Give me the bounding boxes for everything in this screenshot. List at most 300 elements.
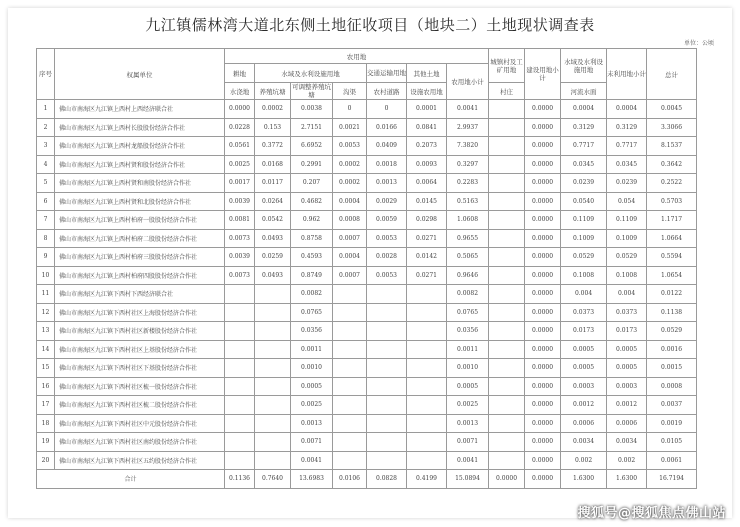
value-cell-paddy: 0.0039 [225,192,255,211]
value-cell-river: 0.0005 [561,359,607,378]
value-cell-river: 0.0529 [561,248,607,267]
row-number-cell: 11 [37,285,55,304]
value-cell-ditch [333,303,367,322]
header-village: 村庄 [489,83,525,100]
table-row [37,137,697,156]
value-cell-road [367,377,407,396]
value-cell-total: 0.0045 [647,100,697,119]
value-cell-facility: 0.0064 [407,174,447,193]
value-cell-facility [407,433,447,452]
value-cell-river: 0.0034 [561,433,607,452]
value-cell-farm-sub: 0.0010 [447,359,489,378]
value-cell-road: 0.0166 [367,118,407,137]
value-cell-adj: 0.0038 [291,100,333,119]
value-cell-total: 0.0019 [647,414,697,433]
value-cell-village [489,248,525,267]
value-cell-unused-sub: 0.004 [607,285,647,304]
value-cell-paddy: 0.0000 [225,100,255,119]
value-cell-cons-sub: 0.0000 [525,137,561,156]
value-cell-road: 0.0409 [367,137,407,156]
value-cell-ditch: 0.0053 [333,137,367,156]
value-cell-cons-sub: 0.0000 [525,155,561,174]
value-cell-paddy [225,414,255,433]
owner-cell: 佛山市南海区九江镇下西村社区五约股份经济合作社 [55,451,225,470]
value-cell-pond: 0.0259 [255,248,291,267]
value-cell-ditch: 0.0008 [333,211,367,230]
table-row [37,229,697,248]
value-cell-pond [255,340,291,359]
value-cell-pond: 0.0117 [255,174,291,193]
value-cell-adj: 0.8758 [291,229,333,248]
owner-cell: 佛山市南海区九江镇上西村贤和南股份经济合作社 [55,174,225,193]
value-cell-village [489,396,525,415]
row-number-cell: 14 [37,340,55,359]
value-cell-total: 3.3066 [647,118,697,137]
header-facility-ag: 设施农用地 [407,83,447,100]
value-cell-village [489,137,525,156]
value-cell-farm-sub: 0.0041 [447,451,489,470]
row-number-cell: 8 [37,229,55,248]
value-cell-total: 0.5703 [647,192,697,211]
value-cell-village [489,433,525,452]
value-cell-ditch [333,451,367,470]
value-cell-ditch: 0.0007 [333,229,367,248]
value-cell-road [367,303,407,322]
value-cell-river: 0.004 [561,285,607,304]
value-cell-ditch: 0.0004 [333,192,367,211]
value-cell-unused-sub: 0.0004 [607,100,647,119]
value-cell-pond [255,377,291,396]
value-cell-pond: 0.0264 [255,192,291,211]
header-farm-subtotal: 农用地小计 [447,64,489,100]
value-cell-river: 0.0173 [561,322,607,341]
table-row [37,100,697,119]
value-cell-unused-sub: 0.054 [607,192,647,211]
value-cell-ditch [333,414,367,433]
value-cell-farm-sub: 7.3820 [447,137,489,156]
value-cell-unused-sub: 0.7717 [607,137,647,156]
value-cell-cons-sub: 0.0000 [525,248,561,267]
value-cell-paddy [225,377,255,396]
watermark: 搜狐号@搜狐焦点佛山站 [577,506,726,521]
header-row-1 [37,49,697,64]
value-cell-road [367,322,407,341]
value-cell-river: 0.1008 [561,266,607,285]
total-cell-ditch: 0.0106 [333,470,367,489]
value-cell-farm-sub: 0.9655 [447,229,489,248]
value-cell-farm-sub: 0.0025 [447,396,489,415]
header-total: 总计 [647,49,697,100]
value-cell-river: 0.0004 [561,100,607,119]
value-cell-road: 0 [367,100,407,119]
value-cell-unused-sub: 0.0373 [607,303,647,322]
value-cell-village [489,100,525,119]
header-adjustable-pond: 可调整养殖坑塘 [292,83,331,99]
value-cell-village [489,414,525,433]
table-row [37,340,697,359]
value-cell-facility: 0.0298 [407,211,447,230]
header-transport-group: 交通运输用地 [367,64,407,83]
value-cell-road: 0.0029 [367,192,407,211]
value-cell-adj: 0.0356 [291,322,333,341]
header-construction-subtotal: 建设用地小计 [525,49,561,100]
row-number-cell: 13 [37,322,55,341]
value-cell-farm-sub: 0.5065 [447,248,489,267]
value-cell-total: 0.2522 [647,174,697,193]
value-cell-total: 0.0016 [647,340,697,359]
value-cell-farm-sub: 0.9646 [447,266,489,285]
value-cell-village [489,174,525,193]
owner-cell: 佛山市南海区九江镇上西村长股股份经济合作社 [55,118,225,137]
header-construction-group: 城镇村及工矿用地 [489,49,525,83]
table-row [37,322,697,341]
owner-cell: 佛山市南海区九江镇下西村社区梳一股份经济合作社 [55,377,225,396]
table-row [37,174,697,193]
header-river: 河流水面 [561,83,607,100]
header-paddy: 水浇地 [225,83,255,100]
value-cell-facility: 0.2073 [407,137,447,156]
value-cell-paddy: 0.0073 [225,266,255,285]
value-cell-cons-sub: 0.0000 [525,414,561,433]
value-cell-paddy [225,396,255,415]
value-cell-farm-sub: 0.0005 [447,377,489,396]
total-cell-farm-sub: 15.0894 [447,470,489,489]
value-cell-pond: 0.0542 [255,211,291,230]
value-cell-pond [255,359,291,378]
table-row [37,377,697,396]
value-cell-unused-sub: 0.0173 [607,322,647,341]
row-number-cell: 2 [37,118,55,137]
value-cell-cons-sub: 0.0000 [525,396,561,415]
value-cell-unused-sub: 0.0529 [607,248,647,267]
table-row [37,451,697,470]
value-cell-paddy: 0.0039 [225,248,255,267]
value-cell-road [367,359,407,378]
value-cell-cons-sub: 0.0000 [525,451,561,470]
value-cell-ditch: 0.0002 [333,155,367,174]
value-cell-paddy: 0.0025 [225,155,255,174]
value-cell-total: 0.5594 [647,248,697,267]
value-cell-adj: 0.0765 [291,303,333,322]
row-number-cell: 9 [37,248,55,267]
table-row [37,266,697,285]
value-cell-village [489,266,525,285]
owner-cell: 佛山市南海区九江镇下西村社区南约股份经济合作社 [55,433,225,452]
value-cell-pond: 0.0493 [255,229,291,248]
table-row [37,155,697,174]
value-cell-facility: 0.0271 [407,229,447,248]
total-cell-pond: 0.7640 [255,470,291,489]
value-cell-unused-sub: 0.1008 [607,266,647,285]
value-cell-farm-sub: 0.0071 [447,433,489,452]
value-cell-total: 1.1717 [647,211,697,230]
owner-cell: 佛山市南海区九江镇上西村龙船股份经济合作社 [55,137,225,156]
value-cell-unused-sub: 0.0239 [607,174,647,193]
value-cell-unused-sub: 0.0345 [607,155,647,174]
value-cell-road: 0.0018 [367,155,407,174]
value-cell-facility [407,322,447,341]
table-row [37,118,697,137]
table-row [37,433,697,452]
value-cell-adj: 0.2991 [291,155,333,174]
value-cell-river: 0.002 [561,451,607,470]
value-cell-village [489,359,525,378]
value-cell-facility: 0.0145 [407,192,447,211]
total-cell-river: 1.6300 [561,470,607,489]
value-cell-total: 0.3642 [647,155,697,174]
value-cell-farm-sub: 0.0082 [447,285,489,304]
owner-cell: 佛山市南海区九江镇上西村贤和北股份经济合作社 [55,192,225,211]
table-row [37,248,697,267]
value-cell-road: 0.0053 [367,229,407,248]
value-cell-river: 0.0005 [561,340,607,359]
value-cell-cons-sub: 0.0000 [525,359,561,378]
value-cell-adj: 0.207 [291,174,333,193]
owner-cell: 佛山市南海区九江镇下西村社区下基股份经济合作社 [55,359,225,378]
value-cell-total: 0.1138 [647,303,697,322]
value-cell-facility: 0.0841 [407,118,447,137]
value-cell-farm-sub: 0.2283 [447,174,489,193]
owner-cell: 佛山市南海区九江镇下西村社区新楼股份经济合作社 [55,322,225,341]
value-cell-road [367,340,407,359]
value-cell-ditch [333,322,367,341]
value-cell-pond [255,451,291,470]
value-cell-ditch: 0 [333,100,367,119]
value-cell-total: 0.0122 [647,285,697,304]
row-number-cell: 19 [37,433,55,452]
value-cell-total: 0.0529 [647,322,697,341]
value-cell-cons-sub: 0.0000 [525,340,561,359]
header-unused-water-group: 水域及水利设施用地 [561,49,607,83]
value-cell-farm-sub: 0.0013 [447,414,489,433]
value-cell-total: 0.0061 [647,451,697,470]
value-cell-river: 0.0345 [561,155,607,174]
value-cell-adj: 0.962 [291,211,333,230]
value-cell-total: 0.0015 [647,359,697,378]
value-cell-facility [407,285,447,304]
owner-cell: 佛山市南海区九江镇上西村柏府四股股份经济合作社 [55,266,225,285]
value-cell-village [489,118,525,137]
value-cell-facility [407,303,447,322]
value-cell-road [367,414,407,433]
value-cell-facility [407,340,447,359]
value-cell-ditch: 0.0007 [333,266,367,285]
value-cell-cons-sub: 0.0000 [525,192,561,211]
value-cell-ditch [333,377,367,396]
value-cell-paddy: 0.0561 [225,137,255,156]
value-cell-unused-sub: 0.0005 [607,340,647,359]
total-cell-village: 0.0000 [489,470,525,489]
value-cell-pond [255,303,291,322]
owner-cell: 佛山市南海区九江镇上西村上西经济联合社 [55,100,225,119]
value-cell-village [489,155,525,174]
row-number-cell: 3 [37,137,55,156]
value-cell-cons-sub: 0.0000 [525,118,561,137]
owner-cell: 佛山市南海区九江镇下西村社区上基股份经济合作社 [55,340,225,359]
value-cell-ditch [333,433,367,452]
header-ditch: 沟渠 [333,83,367,100]
value-cell-facility [407,396,447,415]
owner-cell: 佛山市南海区九江镇上西村贤和股份经济合作社 [55,155,225,174]
value-cell-unused-sub: 0.0005 [607,359,647,378]
table-row [37,396,697,415]
value-cell-farm-sub: 0.3297 [447,155,489,174]
value-cell-pond [255,414,291,433]
table-row [37,414,697,433]
value-cell-river: 0.1009 [561,229,607,248]
value-cell-paddy [225,285,255,304]
header-aquaculture-pond: 养殖坑塘 [255,83,291,100]
value-cell-farm-sub: 0.0765 [447,303,489,322]
table-row [37,285,697,304]
value-cell-pond: 0.0493 [255,266,291,285]
value-cell-ditch: 0.0002 [333,174,367,193]
value-cell-ditch [333,359,367,378]
value-cell-pond: 0.3772 [255,137,291,156]
value-cell-village [489,451,525,470]
row-number-cell: 10 [37,266,55,285]
row-number-cell: 4 [37,155,55,174]
value-cell-facility [407,359,447,378]
value-cell-paddy [225,340,255,359]
value-cell-cons-sub: 0.0000 [525,211,561,230]
header-owner: 权属单位 [55,49,225,100]
value-cell-road [367,451,407,470]
value-cell-unused-sub: 0.3129 [607,118,647,137]
value-cell-ditch [333,340,367,359]
table-body [37,100,697,489]
row-number-cell: 18 [37,414,55,433]
value-cell-cons-sub: 0.0000 [525,285,561,304]
value-cell-adj: 0.0010 [291,359,333,378]
value-cell-adj: 0.0041 [291,451,333,470]
header-rural-road: 农村道路 [367,83,407,100]
value-cell-river: 0.7717 [561,137,607,156]
value-cell-adj: 0.4682 [291,192,333,211]
land-survey-table [36,48,697,489]
value-cell-adj: 0.0082 [291,285,333,304]
total-cell-cons-sub: 0.0000 [525,470,561,489]
value-cell-river: 0.3129 [561,118,607,137]
value-cell-paddy [225,433,255,452]
value-cell-river: 0.0239 [561,174,607,193]
value-cell-farm-sub: 2.9937 [447,118,489,137]
value-cell-unused-sub: 0.1109 [607,211,647,230]
total-cell-total: 16.7194 [647,470,697,489]
value-cell-total: 0.0008 [647,377,697,396]
value-cell-paddy [225,451,255,470]
value-cell-facility: 0.0271 [407,266,447,285]
row-number-cell: 17 [37,396,55,415]
header-seq: 序号 [37,49,55,100]
value-cell-facility [407,414,447,433]
value-cell-adj: 0.0071 [291,433,333,452]
document-title: 九江镇儒林湾大道北东侧土地征收项目（地块二）土地现状调查表 [145,16,595,34]
value-cell-pond: 0.0168 [255,155,291,174]
owner-cell: 佛山市南海区九江镇下西村社区中元股份经济合作社 [55,414,225,433]
value-cell-unused-sub: 0.0034 [607,433,647,452]
value-cell-cons-sub: 0.0000 [525,266,561,285]
value-cell-river: 0.0006 [561,414,607,433]
value-cell-village [489,229,525,248]
value-cell-village [489,192,525,211]
owner-cell: 佛山市南海区九江镇上西村柏府三股股份经济合作社 [55,248,225,267]
unit-label: 单位：公顷 [683,40,714,47]
value-cell-adj: 6.6952 [291,137,333,156]
table-row [37,192,697,211]
total-cell-facility: 0.4199 [407,470,447,489]
value-cell-total: 1.0654 [647,266,697,285]
total-cell-unused-sub: 1.6300 [607,470,647,489]
value-cell-pond [255,396,291,415]
owner-cell: 佛山市南海区九江镇上西村柏府二股股份经济合作社 [55,229,225,248]
table-row [37,359,697,378]
row-number-cell: 15 [37,359,55,378]
value-cell-adj: 0.0013 [291,414,333,433]
row-number-cell: 7 [37,211,55,230]
value-cell-pond [255,322,291,341]
value-cell-road [367,285,407,304]
value-cell-cons-sub: 0.0000 [525,303,561,322]
value-cell-ditch [333,285,367,304]
value-cell-village [489,303,525,322]
value-cell-total: 0.0105 [647,433,697,452]
owner-cell: 佛山市南海区九江镇下西村社区上海股份经济合作社 [55,303,225,322]
value-cell-facility [407,451,447,470]
value-cell-total: 0.0037 [647,396,697,415]
value-cell-unused-sub: 0.1009 [607,229,647,248]
value-cell-pond [255,433,291,452]
value-cell-cons-sub: 0.0000 [525,229,561,248]
header-cultivated: 耕地 [225,64,255,83]
total-cell-adj: 13.6983 [291,470,333,489]
value-cell-road: 0.0013 [367,174,407,193]
value-cell-paddy [225,322,255,341]
value-cell-paddy [225,303,255,322]
value-cell-unused-sub: 0.0006 [607,414,647,433]
total-cell-paddy: 0.1136 [225,470,255,489]
value-cell-village [489,340,525,359]
value-cell-adj: 0.0005 [291,377,333,396]
row-number-cell: 16 [37,377,55,396]
value-cell-road: 0.0059 [367,211,407,230]
value-cell-village [489,211,525,230]
value-cell-adj: 0.0025 [291,396,333,415]
value-cell-cons-sub: 0.0000 [525,322,561,341]
owner-cell: 佛山市南海区九江镇上西村柏府一股股份经济合作社 [55,211,225,230]
value-cell-paddy: 0.0017 [225,174,255,193]
owner-cell: 佛山市南海区九江镇下西村社区梳二股份经济合作社 [55,396,225,415]
table-row [37,211,697,230]
header-other-land: 其他土地 [407,64,447,83]
value-cell-ditch: 0.0004 [333,248,367,267]
row-number-cell: 1 [37,100,55,119]
value-cell-river: 0.0003 [561,377,607,396]
header-farmland: 农用地 [225,49,489,64]
row-number-cell: 5 [37,174,55,193]
value-cell-adj: 0.0011 [291,340,333,359]
value-cell-river: 0.0012 [561,396,607,415]
value-cell-farm-sub: 0.5163 [447,192,489,211]
value-cell-river: 0.1109 [561,211,607,230]
value-cell-pond: 0.153 [255,118,291,137]
value-cell-facility [407,377,447,396]
total-cell-road: 0.0828 [367,470,407,489]
value-cell-village [489,285,525,304]
value-cell-cons-sub: 0.0000 [525,433,561,452]
value-cell-paddy: 0.0073 [225,229,255,248]
value-cell-adj: 2.7151 [291,118,333,137]
